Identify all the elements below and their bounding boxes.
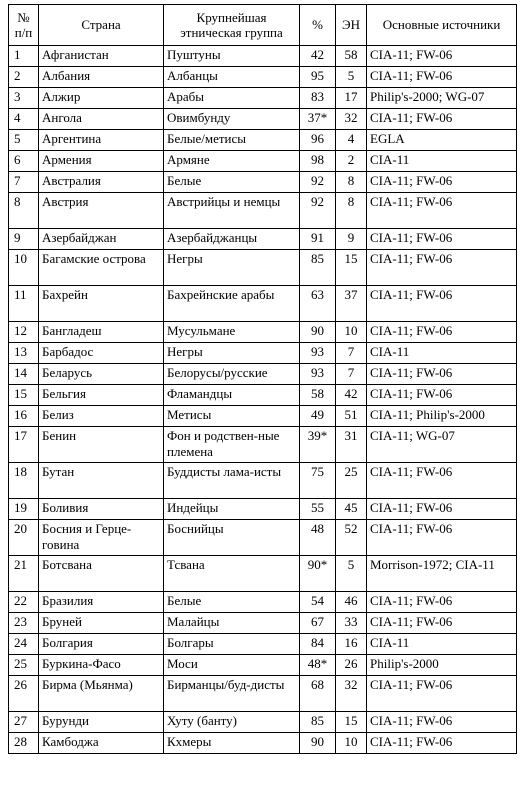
row-number-cell: 2 [9, 67, 39, 88]
header-group: Крупнейшая этническая группа [164, 5, 300, 46]
country-cell: Армения [39, 151, 164, 172]
percent-cell: 96 [300, 130, 336, 151]
ethnic-group-cell: Белые [164, 172, 300, 193]
country-cell: Барбадос [39, 343, 164, 364]
en-cell: 10 [336, 322, 367, 343]
en-cell: 52 [336, 520, 367, 556]
country-cell: Афганистан [39, 46, 164, 67]
row-number-cell: 20 [9, 520, 39, 556]
country-cell: Ангола [39, 109, 164, 130]
sources-cell: CIA-11; FW-06 [367, 172, 517, 193]
sources-cell: CIA-11; FW-06 [367, 592, 517, 613]
row-number-cell: 19 [9, 499, 39, 520]
ethnic-group-cell: Мусульмане [164, 322, 300, 343]
row-number-cell: 23 [9, 613, 39, 634]
sources-cell: Morrison-1972; CIA-11 [367, 556, 517, 592]
row-number-cell: 18 [9, 463, 39, 499]
country-cell: Беларусь [39, 364, 164, 385]
percent-cell: 48 [300, 520, 336, 556]
table-row [9, 676, 517, 712]
row-number-cell: 9 [9, 229, 39, 250]
table-row [9, 343, 517, 364]
ethnic-group-cell: Негры [164, 343, 300, 364]
row-number-cell: 28 [9, 733, 39, 754]
percent-cell: 83 [300, 88, 336, 109]
sources-cell: CIA-11; FW-06 [367, 250, 517, 286]
percent-cell: 95 [300, 67, 336, 88]
ethnic-group-cell: Хуту (банту) [164, 712, 300, 733]
country-cell: Бирма (Мьянма) [39, 676, 164, 712]
table-row [9, 592, 517, 613]
table-header-row [9, 5, 517, 46]
en-cell: 7 [336, 343, 367, 364]
row-number-cell: 7 [9, 172, 39, 193]
sources-cell: CIA-11 [367, 151, 517, 172]
sources-cell: CIA-11; FW-06 [367, 286, 517, 322]
en-cell: 58 [336, 46, 367, 67]
percent-cell: 63 [300, 286, 336, 322]
ethnic-groups-table [8, 4, 517, 754]
row-number-cell: 15 [9, 385, 39, 406]
sources-cell: CIA-11; FW-06 [367, 520, 517, 556]
en-cell: 8 [336, 172, 367, 193]
percent-cell: 48* [300, 655, 336, 676]
ethnic-group-cell: Кхмеры [164, 733, 300, 754]
ethnic-group-cell: Белорусы/русские [164, 364, 300, 385]
en-cell: 9 [336, 229, 367, 250]
table-row [9, 46, 517, 67]
table-row [9, 520, 517, 556]
table-row [9, 322, 517, 343]
percent-cell: 58 [300, 385, 336, 406]
ethnic-group-cell: Овимбунду [164, 109, 300, 130]
sources-cell: CIA-11; FW-06 [367, 322, 517, 343]
ethnic-group-cell: Боснийцы [164, 520, 300, 556]
table-row [9, 67, 517, 88]
ethnic-group-cell: Негры [164, 250, 300, 286]
row-number-cell: 3 [9, 88, 39, 109]
country-cell: Буркина-Фасо [39, 655, 164, 676]
table-row [9, 406, 517, 427]
table-row [9, 499, 517, 520]
sources-cell: CIA-11; FW-06 [367, 499, 517, 520]
en-cell: 42 [336, 385, 367, 406]
table-row [9, 634, 517, 655]
table-row [9, 712, 517, 733]
sources-cell: CIA-11; FW-06 [367, 463, 517, 499]
percent-cell: 67 [300, 613, 336, 634]
ethnic-group-cell: Арабы [164, 88, 300, 109]
sources-cell: CIA-11; FW-06 [367, 46, 517, 67]
sources-cell: CIA-11; Philip's-2000 [367, 406, 517, 427]
country-cell: Бахрейн [39, 286, 164, 322]
row-number-cell: 14 [9, 364, 39, 385]
country-cell: Багамские острова [39, 250, 164, 286]
percent-cell: 85 [300, 712, 336, 733]
en-cell: 37 [336, 286, 367, 322]
table-row [9, 250, 517, 286]
country-cell: Болгария [39, 634, 164, 655]
ethnic-group-cell: Армяне [164, 151, 300, 172]
table-row [9, 130, 517, 151]
ethnic-group-cell: Белые/метисы [164, 130, 300, 151]
en-cell: 7 [336, 364, 367, 385]
table-row [9, 229, 517, 250]
country-cell: Камбоджа [39, 733, 164, 754]
table-row [9, 364, 517, 385]
table-row [9, 109, 517, 130]
percent-cell: 92 [300, 172, 336, 193]
en-cell: 31 [336, 427, 367, 463]
table-row [9, 655, 517, 676]
table-row [9, 385, 517, 406]
en-cell: 25 [336, 463, 367, 499]
ethnic-group-cell: Моси [164, 655, 300, 676]
en-cell: 15 [336, 250, 367, 286]
country-cell: Бурунди [39, 712, 164, 733]
table-row [9, 556, 517, 592]
en-cell: 8 [336, 193, 367, 229]
table-row [9, 733, 517, 754]
row-number-cell: 4 [9, 109, 39, 130]
row-number-cell: 13 [9, 343, 39, 364]
ethnic-group-cell: Малайцы [164, 613, 300, 634]
percent-cell: 93 [300, 343, 336, 364]
en-cell: 33 [336, 613, 367, 634]
percent-cell: 98 [300, 151, 336, 172]
row-number-cell: 27 [9, 712, 39, 733]
row-number-cell: 10 [9, 250, 39, 286]
header-country: Страна [39, 5, 164, 46]
row-number-cell: 12 [9, 322, 39, 343]
percent-cell: 75 [300, 463, 336, 499]
sources-cell: CIA-11; FW-06 [367, 712, 517, 733]
country-cell: Аргентина [39, 130, 164, 151]
ethnic-group-cell: Буддисты лама-исты [164, 463, 300, 499]
en-cell: 2 [336, 151, 367, 172]
sources-cell: CIA-11 [367, 343, 517, 364]
table-row [9, 88, 517, 109]
en-cell: 32 [336, 109, 367, 130]
country-cell: Австрия [39, 193, 164, 229]
sources-cell: CIA-11 [367, 634, 517, 655]
table-row [9, 286, 517, 322]
table-row [9, 463, 517, 499]
table-row [9, 427, 517, 463]
row-number-cell: 16 [9, 406, 39, 427]
row-number-cell: 21 [9, 556, 39, 592]
country-cell: Алжир [39, 88, 164, 109]
header-sources: Основные источники [367, 5, 517, 46]
country-cell: Ботсвана [39, 556, 164, 592]
ethnic-group-cell: Бахрейнские арабы [164, 286, 300, 322]
en-cell: 45 [336, 499, 367, 520]
en-cell: 15 [336, 712, 367, 733]
ethnic-group-cell: Индейцы [164, 499, 300, 520]
country-cell: Бразилия [39, 592, 164, 613]
ethnic-group-cell: Болгары [164, 634, 300, 655]
percent-cell: 91 [300, 229, 336, 250]
row-number-cell: 11 [9, 286, 39, 322]
percent-cell: 55 [300, 499, 336, 520]
row-number-cell: 26 [9, 676, 39, 712]
ethnic-group-cell: Белые [164, 592, 300, 613]
country-cell: Бруней [39, 613, 164, 634]
percent-cell: 84 [300, 634, 336, 655]
ethnic-group-cell: Австрийцы и немцы [164, 193, 300, 229]
country-cell: Бенин [39, 427, 164, 463]
table-row [9, 151, 517, 172]
percent-cell: 54 [300, 592, 336, 613]
header-pct: % [300, 5, 336, 46]
percent-cell: 42 [300, 46, 336, 67]
percent-cell: 90* [300, 556, 336, 592]
sources-cell: CIA-11; FW-06 [367, 385, 517, 406]
en-cell: 4 [336, 130, 367, 151]
sources-cell: CIA-11; FW-06 [367, 733, 517, 754]
row-number-cell: 5 [9, 130, 39, 151]
percent-cell: 93 [300, 364, 336, 385]
country-cell: Бутан [39, 463, 164, 499]
ethnic-group-cell: Метисы [164, 406, 300, 427]
table-row [9, 193, 517, 229]
percent-cell: 39* [300, 427, 336, 463]
country-cell: Босния и Герце-говина [39, 520, 164, 556]
percent-cell: 37* [300, 109, 336, 130]
sources-cell: CIA-11; FW-06 [367, 193, 517, 229]
row-number-cell: 1 [9, 46, 39, 67]
sources-cell: CIA-11; FW-06 [367, 229, 517, 250]
country-cell: Австралия [39, 172, 164, 193]
percent-cell: 85 [300, 250, 336, 286]
sources-cell: CIA-11; FW-06 [367, 613, 517, 634]
percent-cell: 92 [300, 193, 336, 229]
row-number-cell: 17 [9, 427, 39, 463]
en-cell: 51 [336, 406, 367, 427]
country-cell: Бельгия [39, 385, 164, 406]
country-cell: Азербайджан [39, 229, 164, 250]
document-page [8, 4, 516, 754]
sources-cell: CIA-11; FW-06 [367, 109, 517, 130]
en-cell: 17 [336, 88, 367, 109]
country-cell: Боливия [39, 499, 164, 520]
country-cell: Албания [39, 67, 164, 88]
header-num: № п/п [9, 5, 39, 46]
sources-cell: CIA-11; FW-06 [367, 364, 517, 385]
en-cell: 16 [336, 634, 367, 655]
en-cell: 26 [336, 655, 367, 676]
country-cell: Белиз [39, 406, 164, 427]
sources-cell: CIA-11; FW-06 [367, 67, 517, 88]
en-cell: 46 [336, 592, 367, 613]
table-body [9, 46, 517, 754]
header-en: ЭН [336, 5, 367, 46]
ethnic-group-cell: Азербайджанцы [164, 229, 300, 250]
row-number-cell: 6 [9, 151, 39, 172]
en-cell: 10 [336, 733, 367, 754]
row-number-cell: 8 [9, 193, 39, 229]
en-cell: 5 [336, 67, 367, 88]
sources-cell: CIA-11; WG-07 [367, 427, 517, 463]
sources-cell: Philip's-2000; WG-07 [367, 88, 517, 109]
row-number-cell: 24 [9, 634, 39, 655]
sources-cell: Philip's-2000 [367, 655, 517, 676]
percent-cell: 49 [300, 406, 336, 427]
table-row [9, 172, 517, 193]
country-cell: Бангладеш [39, 322, 164, 343]
sources-cell: EGLA [367, 130, 517, 151]
en-cell: 32 [336, 676, 367, 712]
ethnic-group-cell: Бирманцы/буд-дисты [164, 676, 300, 712]
ethnic-group-cell: Фламандцы [164, 385, 300, 406]
ethnic-group-cell: Албанцы [164, 67, 300, 88]
row-number-cell: 25 [9, 655, 39, 676]
ethnic-group-cell: Фон и родствен-ные племена [164, 427, 300, 463]
sources-cell: CIA-11; FW-06 [367, 676, 517, 712]
en-cell: 5 [336, 556, 367, 592]
ethnic-group-cell: Тсвана [164, 556, 300, 592]
row-number-cell: 22 [9, 592, 39, 613]
ethnic-group-cell: Пуштуны [164, 46, 300, 67]
percent-cell: 68 [300, 676, 336, 712]
percent-cell: 90 [300, 733, 336, 754]
percent-cell: 90 [300, 322, 336, 343]
table-row [9, 613, 517, 634]
